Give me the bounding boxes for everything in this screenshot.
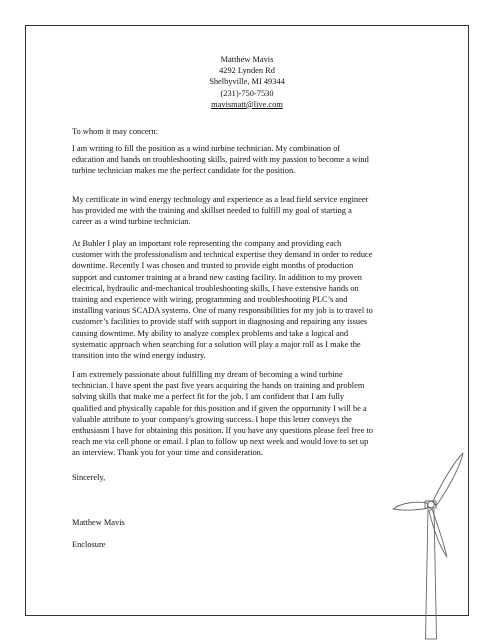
salutation: To whom it may concern: xyxy=(72,127,158,136)
text-line: valuable attribute to your company's growing success. I hope this letter conveys the xyxy=(72,414,352,424)
wind-turbine-icon xyxy=(391,451,471,641)
paragraph-certificate xyxy=(72,194,417,228)
text-line: customer’s facilities to provide staff with support in diagnosing and repairing any issues xyxy=(72,317,368,327)
text-line: solving skills that make me a perfect fit for the job. I am confident that I am fully xyxy=(72,392,345,402)
text-line: transition into the wind energy industry. xyxy=(72,351,206,361)
sender-phone: (231)-750-7530 xyxy=(220,88,274,98)
text-line: technician. I have spent the past five years acquiring the hands on training and problem xyxy=(72,381,365,391)
text-line: support and customer training at a brand new casting facility. In addition to my proven xyxy=(72,272,362,282)
text-line: turbine technician makes me the perfect candidate for the position. xyxy=(72,166,296,176)
text-line: electrical, hydraulic and-mechanical troubleshooting skills, I have extensive hands on xyxy=(72,283,359,293)
text-line: enthusiasm I have for obtaining this position. If you have any questions please feel free to xyxy=(72,426,373,436)
text-line: customer with the professionalism and technical expertise they demand in order to reduce xyxy=(72,250,373,260)
text-line: I am writing to fill the position as a wind turbine technician. My combination of xyxy=(72,144,341,153)
sender-name: Matthew Mavis xyxy=(220,55,274,64)
text-line: qualified and physically capable for this position and if given the opportunity I will be a xyxy=(72,403,367,413)
text-line: reach me via cell phone or email. I plan to follow up next week and would love to set up xyxy=(72,437,369,447)
sender-city: Shelbyville, MI 49344 xyxy=(209,77,285,87)
text-line: training and experience with wiring, programming and troubleshooting PLC’s and xyxy=(72,295,348,305)
signature-name: Matthew Mavis xyxy=(72,518,125,527)
paragraph-passion xyxy=(72,369,417,459)
enclosure-note: Enclosure xyxy=(72,540,106,549)
paragraph-experience xyxy=(72,238,417,361)
letter-header xyxy=(26,54,468,110)
text-line: At Buhler I play an important role representing the company and providing each xyxy=(72,239,342,248)
text-line: downtime. Recently I was chosen and trusted to provide eight months of production xyxy=(72,261,354,271)
text-line: education and hands on troubleshooting skills, paired with my passion to become a wind xyxy=(72,155,369,165)
closing: Sincerely, xyxy=(72,473,106,482)
text-line: My certificate in wind energy technology and experience as a lead field service engineer xyxy=(72,195,369,204)
text-line: causing downtime. My ability to analyze complex problems and take a logical and xyxy=(72,328,349,338)
paragraph-intro xyxy=(72,143,417,177)
text-line: systematic approach when searching for a solution will play a major roll as I make the xyxy=(72,339,361,349)
text-line: has provided me with the training and skillset needed to fulfill my goal of starting a xyxy=(72,206,352,216)
sender-email[interactable]: mavismatt@live.com xyxy=(211,99,283,109)
text-line: I am extremely passionate about fulfilling my dream of becoming a wind turbine xyxy=(72,370,343,379)
text-line: career as a wind turbine technician. xyxy=(72,217,191,227)
letter-page xyxy=(25,25,469,616)
sender-address: 4292 Lynden Rd xyxy=(219,66,275,76)
text-line: an interview. Thank you for your time and consideration. xyxy=(72,448,263,458)
text-line: installing various SCADA systems. One of many responsibilities for my job is to travel to xyxy=(72,306,373,316)
